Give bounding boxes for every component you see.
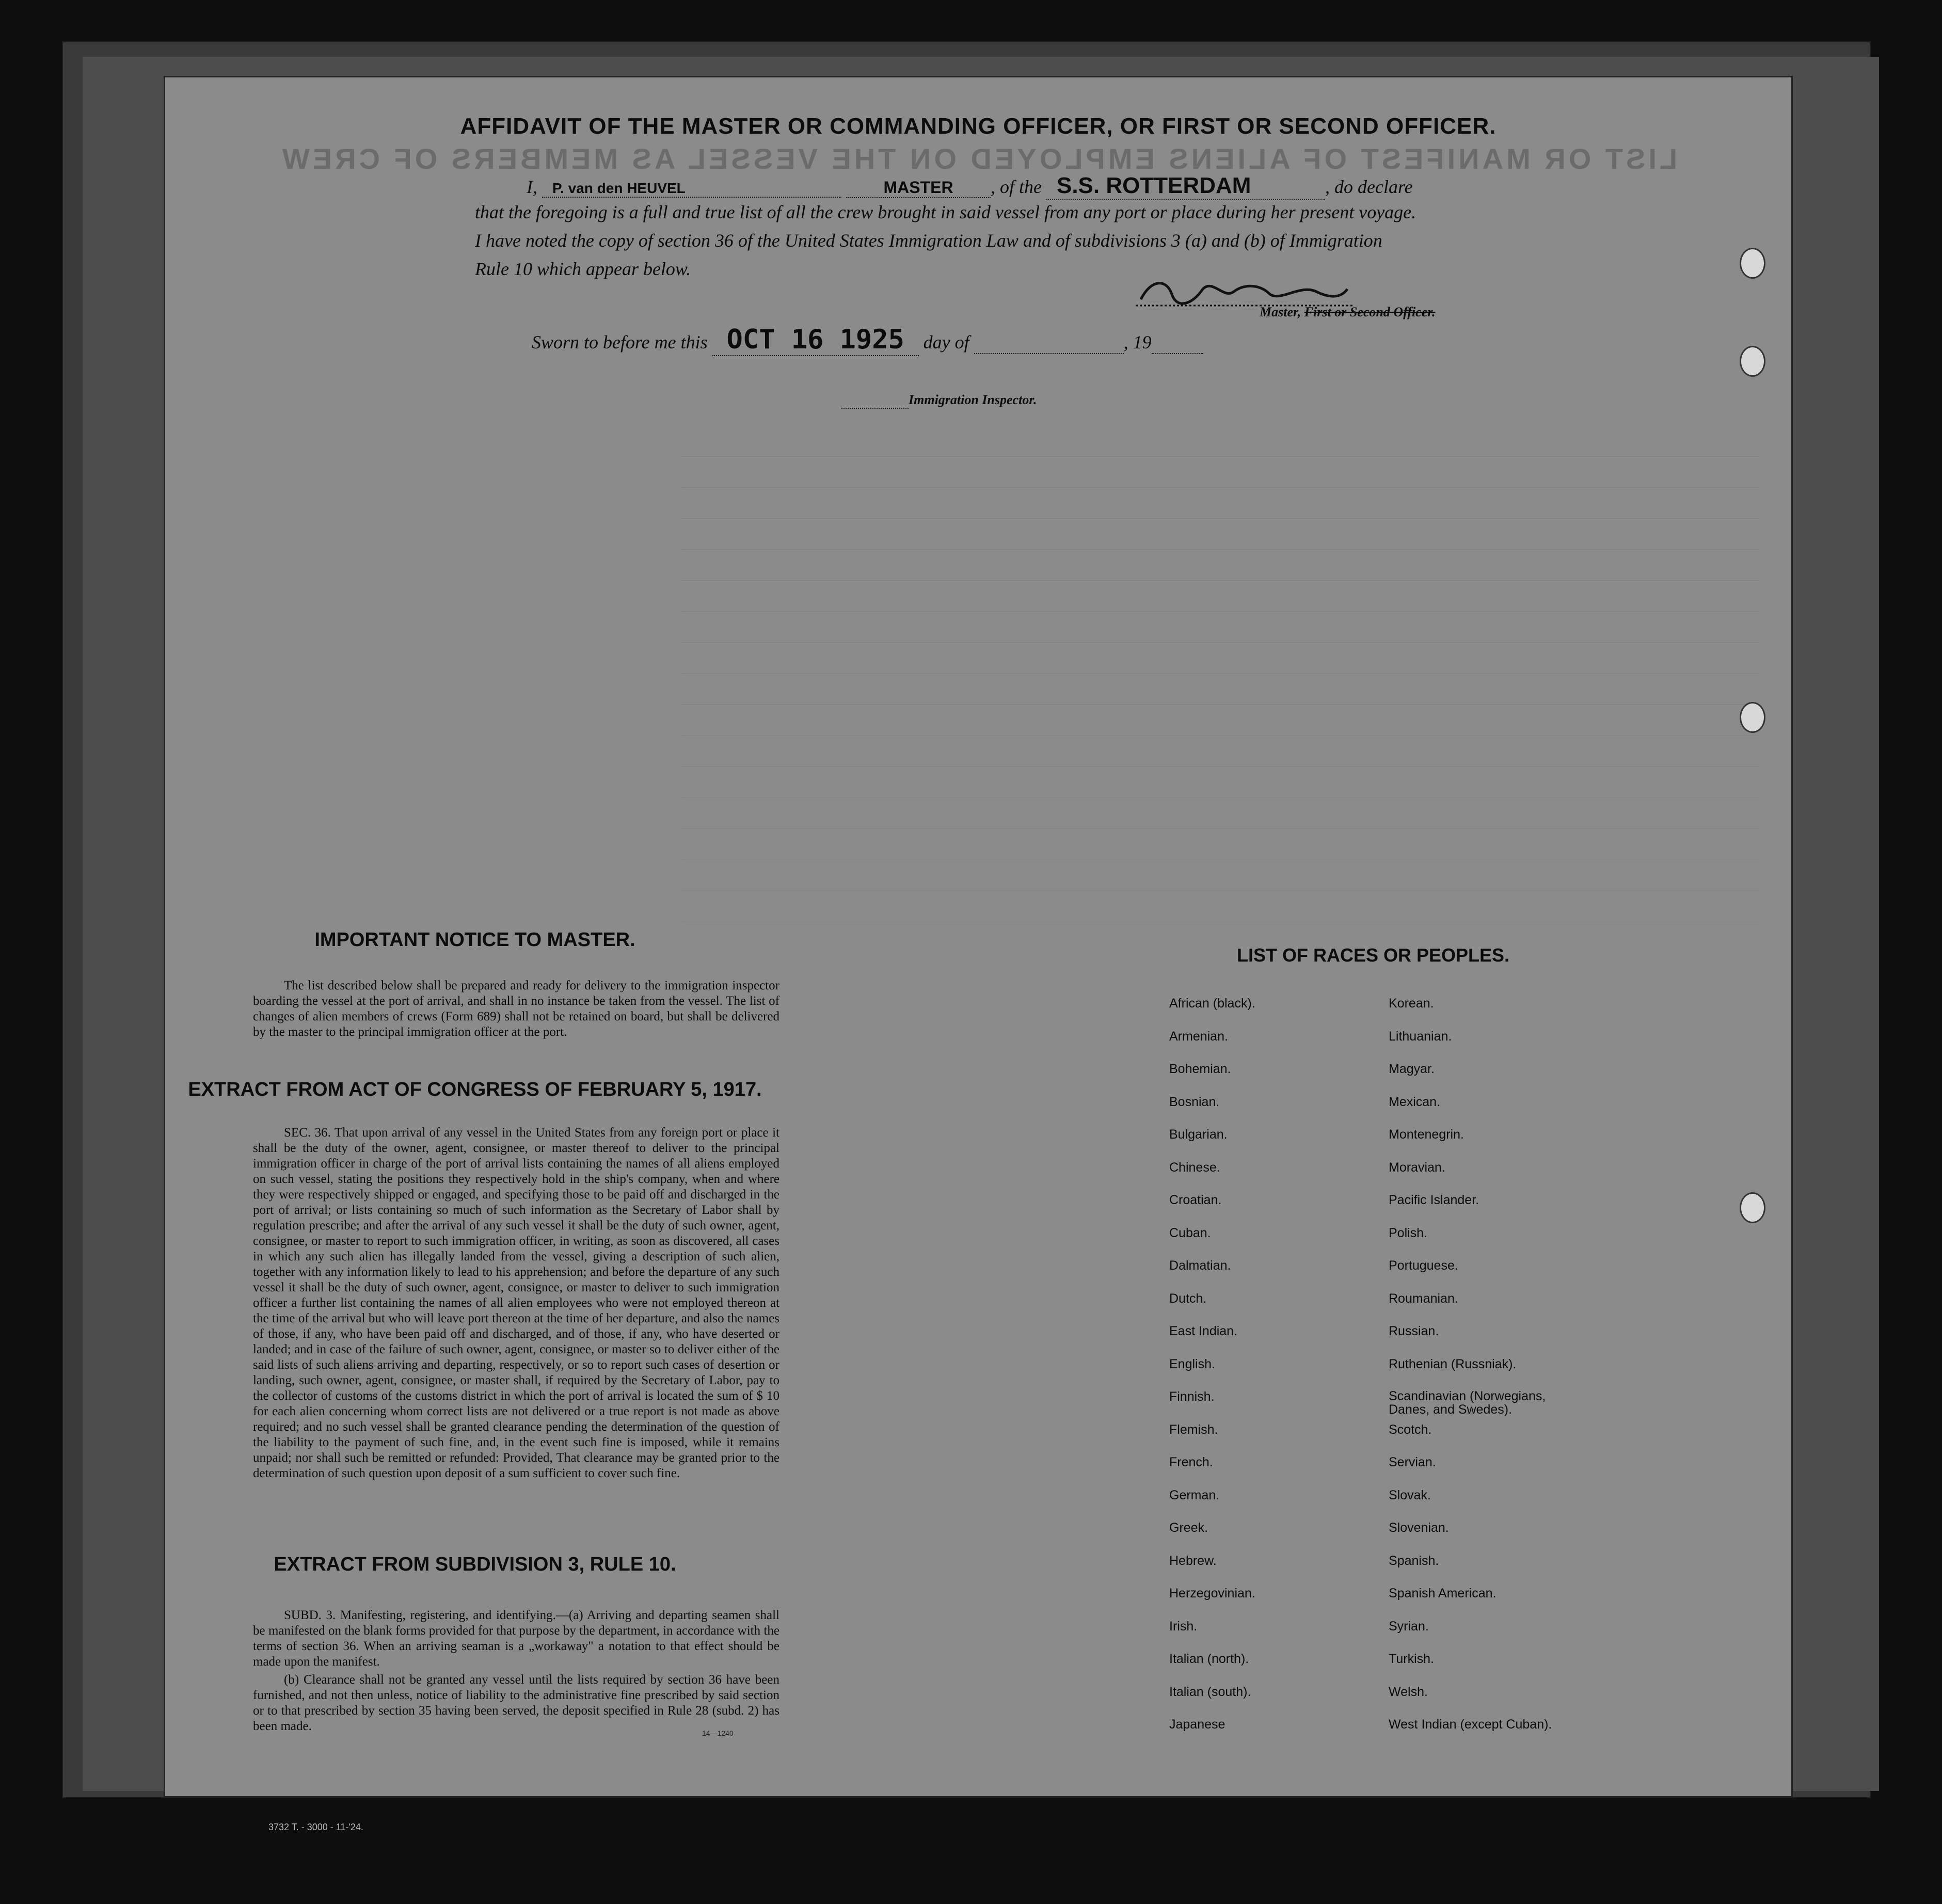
declaration-line-2: that the foregoing is a full and true list of all the crew brought in said vessel from any port or place during her present voyage. xyxy=(475,202,1416,222)
race-item: Spanish. xyxy=(1389,1553,1439,1568)
sworn-date-stamp: OCT 16 1925 xyxy=(712,324,919,356)
punch-hole xyxy=(1740,346,1765,377)
race-item: Bohemian. xyxy=(1169,1062,1231,1076)
race-item: Servian. xyxy=(1389,1455,1436,1469)
race-item: Korean. xyxy=(1389,996,1434,1011)
race-item: Scandinavian (Norwegians, Danes, and Swedes). xyxy=(1389,1389,1546,1417)
race-item: Dalmatian. xyxy=(1169,1258,1231,1273)
signature-caption xyxy=(1260,305,1435,320)
punch-hole xyxy=(1740,248,1765,279)
declaration-line-1 xyxy=(527,173,1413,200)
year-prefix: , 19 xyxy=(1123,332,1152,353)
rank-field: MASTER xyxy=(846,178,991,198)
ship-name-field: S.S. ROTTERDAM xyxy=(1046,173,1325,200)
race-item: Pacific Islander. xyxy=(1389,1193,1479,1207)
race-item: Montenegrin. xyxy=(1389,1127,1464,1142)
month-blank xyxy=(974,331,1124,354)
race-item: French. xyxy=(1169,1455,1213,1469)
print-code: 3732 T. - 3000 - 11-'24. xyxy=(268,1822,363,1832)
race-item: Greek. xyxy=(1169,1521,1208,1535)
race-item: Dutch. xyxy=(1169,1291,1207,1306)
declare-label: , do declare xyxy=(1325,177,1413,197)
race-item: English. xyxy=(1169,1356,1215,1371)
race-item: Moravian. xyxy=(1389,1160,1445,1175)
race-item: African (black). xyxy=(1169,996,1255,1011)
race-item: Syrian. xyxy=(1389,1619,1429,1634)
sworn-label: Sworn to before me this xyxy=(532,332,708,353)
race-item: Polish. xyxy=(1389,1225,1428,1240)
race-item: Slovak. xyxy=(1389,1487,1431,1502)
race-item: East Indian. xyxy=(1169,1324,1238,1338)
race-item: Portuguese. xyxy=(1389,1258,1458,1273)
ghost-manifest-header: LIST OR MANIFEST OF ALIENS EMPLOYED ON THE VESSEL AS MEMBERS OF CREW xyxy=(279,142,1678,175)
notice-text: The list described below shall be prepared and ready for delivery to the immigration inspector boarding the vessel at the port of arrival, and shall in no instance be taken from the vessel. The list of changes of alien members of crews (Form 689) shall not be retained on board, but shall be delivered by the master to the principal immigration officer at the port. xyxy=(253,979,779,1039)
race-item: Slovenian. xyxy=(1389,1521,1449,1535)
master-caption: Master, xyxy=(1260,305,1304,319)
i-label: I, xyxy=(527,177,537,197)
race-item: Irish. xyxy=(1169,1619,1198,1634)
officer-caption-struck: First or Second Officer. xyxy=(1304,305,1436,319)
race-item: Italian (north). xyxy=(1169,1652,1249,1666)
notice-heading: IMPORTANT NOTICE TO MASTER. xyxy=(314,929,635,951)
race-item: Lithuanian. xyxy=(1389,1029,1452,1044)
inspector-line xyxy=(841,392,1037,409)
race-item: Welsh. xyxy=(1389,1684,1428,1699)
race-item: Bulgarian. xyxy=(1169,1127,1228,1142)
race-item: Flemish. xyxy=(1169,1422,1218,1437)
race-item: Spanish American. xyxy=(1389,1586,1497,1601)
rule-text-a: SUBD. 3. Manifesting, registering, and identifying.—(a) Arriving and departing seamen shall be manifested on the blank forms provided for that purpose by the department, in accordance with the terms of section 36. When an arriving seaman is a „workaway" a notation to that effect should be made upon the manifest. xyxy=(253,1608,779,1669)
act-heading: EXTRACT FROM ACT OF CONGRESS OF FEBRUARY 5, 1917. xyxy=(188,1079,762,1100)
inspector-blank xyxy=(841,392,909,409)
act-text: SEC. 36. That upon arrival of any vessel in the United States from any foreign port or place it shall be the duty of the owner, agent, consignee, or master thereof to deliver to the principal immigration officer in charge of the port of arrival lists containing the names of all aliens employed on such vessel, stating the positions they respectively hold in the ship's company, when and where they were respectively shipped or engaged, and specifying those to be paid off and discharged in the port of arrival; or lists containing so much of such information as the Secretary of Labor shall by regulation prescribe; and after the arrival of any such vessel it shall be the duty of such owner, agent, consignee, or master to report to such immigration officer, in writing, as soon as discovered, all cases in which any such alien has illegally landed from the vessel, giving a description of such alien, together with any information likely to lead to his apprehension; and before the departure of any such vessel it shall be the duty of such owner, agent, consignee, or master to deliver to such immigration officer a further list containing the names of all alien employees who were not employed thereon at the time of the arrival but who will leave port thereon at the time of her departure, and also the names of those, if any, who have been paid off and discharged, and of those, if any, who have deserted or landed; and in case of the failure of such owner, agent, consignee, or master so to deliver either of the said lists of such aliens arriving and departing, respectively, or so to report such cases of desertion or landing, such owner, agent, consignee, or master shall, if required by the Secretary of Labor, pay to the collector of customs of the customs district in which the port of arrival is located the sum of $ 10 for each alien concerning whom correct lists are not delivered or a true report is not made as above required; and no such vessel shall be granted clearance pending the determination of the question of the liability to the payment of such fine, and, in the event such fine is imposed, while it remains unpaid; nor shall such be remitted or refunded: Provided, That clearance may be granted prior to the determination of such question upon deposit of a sum sufficient to cover such fine. xyxy=(253,1126,779,1480)
races-heading: LIST OF RACES OR PEOPLES. xyxy=(1236,945,1510,966)
race-item: Italian (south). xyxy=(1169,1684,1251,1699)
race-item: Magyar. xyxy=(1389,1062,1435,1076)
race-item: Bosnian. xyxy=(1169,1094,1220,1109)
race-item: Mexican. xyxy=(1389,1094,1441,1109)
race-item: Cuban. xyxy=(1169,1225,1211,1240)
race-item: Chinese. xyxy=(1169,1160,1220,1175)
document-page xyxy=(165,77,1791,1796)
affidavit-title: AFFIDAVIT OF THE MASTER OR COMMANDING OFFICER, OR FIRST OR SECOND OFFICER. xyxy=(460,114,1497,139)
declaration-line-4: Rule 10 which appear below. xyxy=(475,259,691,279)
race-item: Turkish. xyxy=(1389,1652,1434,1666)
inspector-caption: Immigration Inspector. xyxy=(909,392,1037,407)
race-item: Hebrew. xyxy=(1169,1553,1217,1568)
of-the-label: , of the xyxy=(991,177,1042,197)
day-of-label: day of xyxy=(923,332,969,353)
race-item: Ruthenian (Russniak). xyxy=(1389,1356,1517,1371)
race-item: Scotch. xyxy=(1389,1422,1432,1437)
declaration-line-3: I have noted the copy of section 36 of the United States Immigration Law and of subdivisions 3 (a) and (b) of Immigration xyxy=(475,230,1382,251)
race-item: Herzegovinian. xyxy=(1169,1586,1255,1601)
race-item: Finnish. xyxy=(1169,1389,1215,1404)
race-item: Japanese xyxy=(1169,1717,1225,1732)
punch-hole xyxy=(1740,702,1765,733)
form-number: 14—1240 xyxy=(702,1729,734,1737)
master-name-field: P. van den HEUVEL xyxy=(542,180,841,198)
race-item: Croatian. xyxy=(1169,1193,1222,1207)
race-item: West Indian (except Cuban). xyxy=(1389,1717,1552,1732)
rule-text-b: (b) Clearance shall not be granted any vessel until the lists required by section 36 have been furnished, and not then unless, notice of liability to the administrative fine prescribed by said section or to that prescribed by section 35 having been served, the deposit specified in Rule 28 (subd. 2) has been made. xyxy=(253,1673,779,1733)
race-item: Russian. xyxy=(1389,1324,1439,1338)
race-item: German. xyxy=(1169,1487,1220,1502)
year-blank xyxy=(1152,331,1203,354)
race-item: Armenian. xyxy=(1169,1029,1228,1044)
rule-heading: EXTRACT FROM SUBDIVISION 3, RULE 10. xyxy=(274,1554,676,1575)
sworn-line xyxy=(532,324,1203,356)
punch-hole xyxy=(1740,1192,1765,1223)
race-item: Roumanian. xyxy=(1389,1291,1458,1306)
